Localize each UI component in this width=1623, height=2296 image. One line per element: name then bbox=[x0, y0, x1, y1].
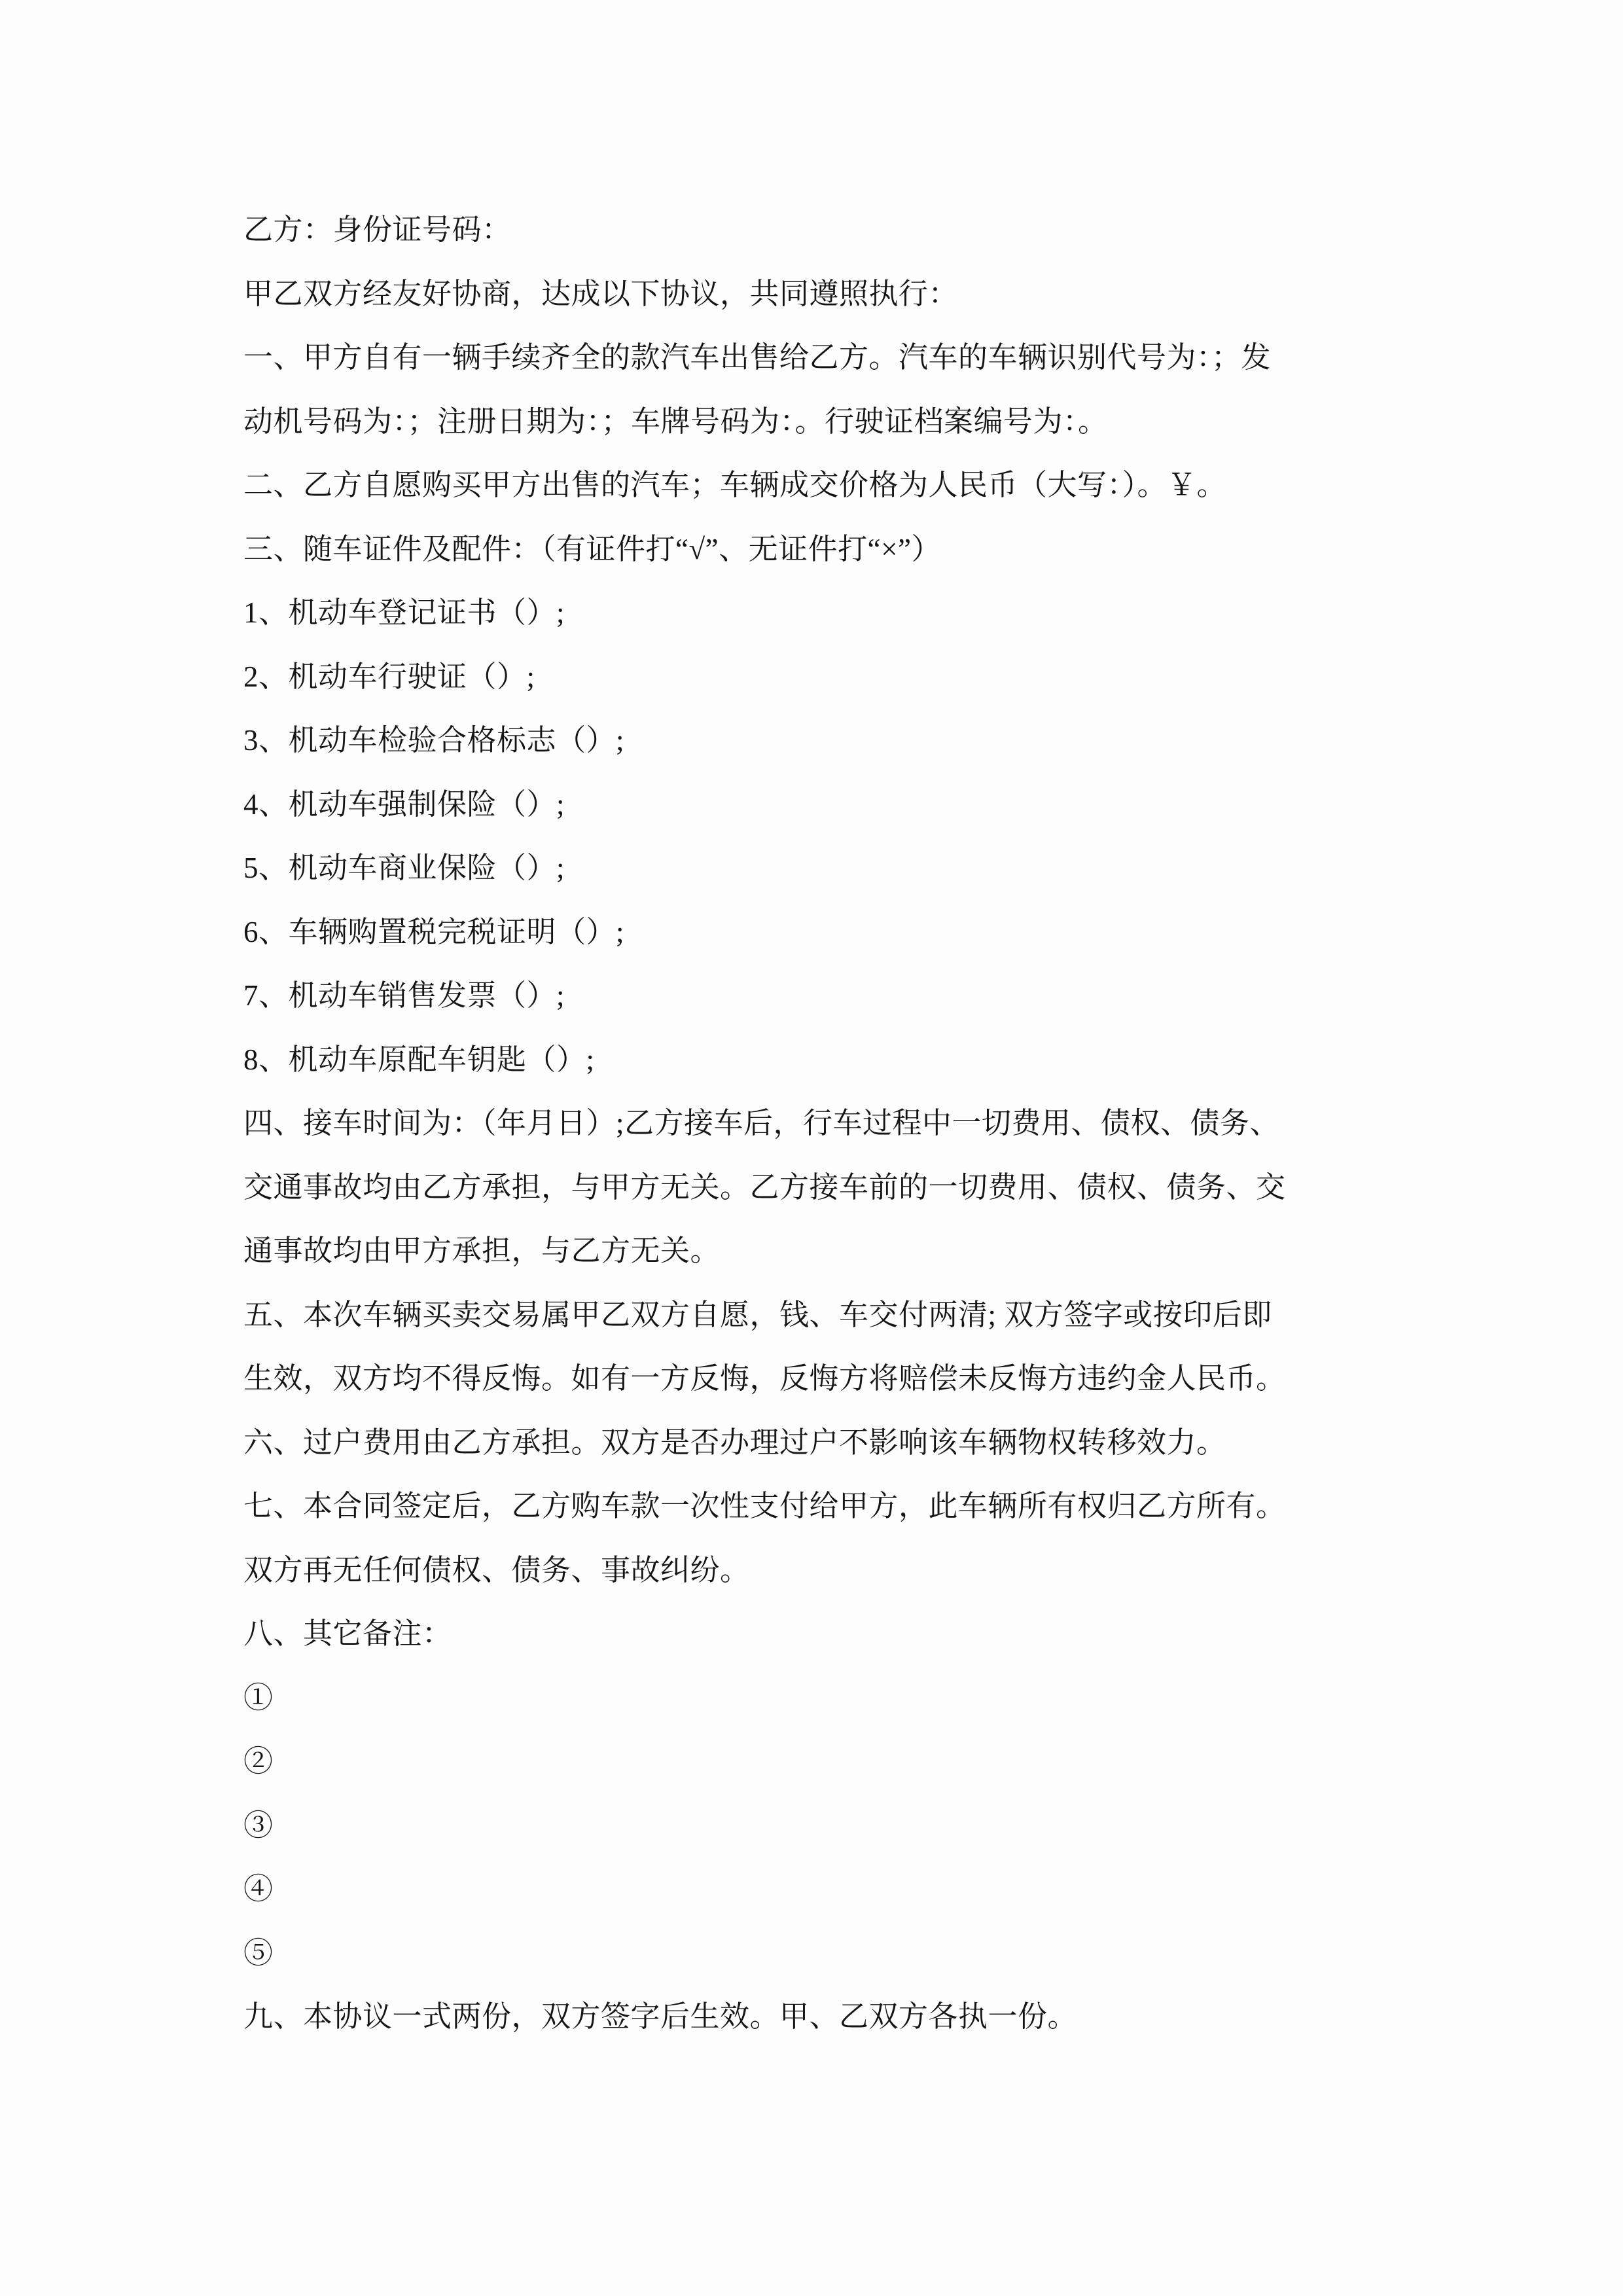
line-clause-1-b: 动机号码为：；注册日期为：；车牌号码为：。行驶证档案编号为：。 bbox=[243, 404, 1108, 438]
line-item-inspection: 3、机动车检验合格标志（）; bbox=[243, 724, 625, 757]
line-clause-3: 三、随车证件及配件：（有证件打“√”、无证件打“×”） bbox=[243, 532, 941, 565]
line-clause-5-b: 生效，双方均不得反悔。如有一方反悔，反悔方将赔偿未反悔方违约金人民币。 bbox=[243, 1362, 1286, 1395]
line-note-4: ④ bbox=[243, 1873, 274, 1905]
line-clause-1-a: 一、甲方自有一辆手续齐全的款汽车出售给乙方。汽车的车辆识别代号为：；发 bbox=[243, 341, 1272, 374]
line-item-purchase-tax: 6、车辆购置税完税证明（）; bbox=[243, 915, 625, 948]
line-clause-5-a: 五、本次车辆买卖交易属甲乙双方自愿，钱、车交付两清; 双方签字或按印后即 bbox=[243, 1298, 1272, 1331]
line-clause-9: 九、本协议一式两份，双方签字后生效。甲、乙双方各执一份。 bbox=[243, 2000, 1078, 2033]
line-clause-4-a: 四、接车时间为：（年月日）;乙方接车后，行车过程中一切费用、债权、债务、 bbox=[243, 1107, 1280, 1139]
line-item-registration: 1、机动车登记证书（）; bbox=[243, 596, 565, 629]
line-note-5: ⑤ bbox=[243, 1936, 274, 1969]
line-item-sales-invoice: 7、机动车销售发票（）; bbox=[243, 979, 565, 1012]
line-note-3: ③ bbox=[243, 1808, 274, 1842]
line-clause-6: 六、过户费用由乙方承担。双方是否办理过户不影响该车辆物权转移效力。 bbox=[243, 1426, 1226, 1459]
line-note-1: ① bbox=[243, 1681, 274, 1714]
line-clause-7-a: 七、本合同签定后，乙方购车款一次性支付给甲方，此车辆所有权归乙方所有。 bbox=[243, 1490, 1286, 1522]
line-item-mandatory-insurance: 4、机动车强制保险（）; bbox=[243, 787, 565, 821]
line-item-original-keys: 8、机动车原配车钥匙（）; bbox=[243, 1043, 595, 1076]
line-clause-8: 八、其它备注： bbox=[243, 1617, 452, 1650]
line-item-commercial-insurance: 5、机动车商业保险（）; bbox=[243, 852, 565, 884]
line-party-b-id: 乙方：身份证号码： bbox=[243, 213, 512, 246]
line-item-license: 2、机动车行驶证（）; bbox=[243, 660, 535, 693]
line-clause-4-b: 交通事故均由乙方承担，与甲方无关。乙方接车前的一切费用、债权、债务、交 bbox=[243, 1170, 1286, 1204]
line-clause-4-c: 通事故均由甲方承担，与乙方无关。 bbox=[243, 1234, 721, 1267]
line-clause-7-b: 双方再无任何债权、债务、事故纠纷。 bbox=[243, 1553, 750, 1587]
line-note-2: ② bbox=[243, 1745, 274, 1778]
contract-body bbox=[243, 198, 1385, 2049]
line-preamble: 甲乙双方经友好协商，达成以下协议，共同遵照执行： bbox=[243, 277, 959, 310]
line-clause-2: 二、乙方自愿购买甲方出售的汽车；车辆成交价格为人民币（大写：）。￥。 bbox=[243, 469, 1227, 501]
